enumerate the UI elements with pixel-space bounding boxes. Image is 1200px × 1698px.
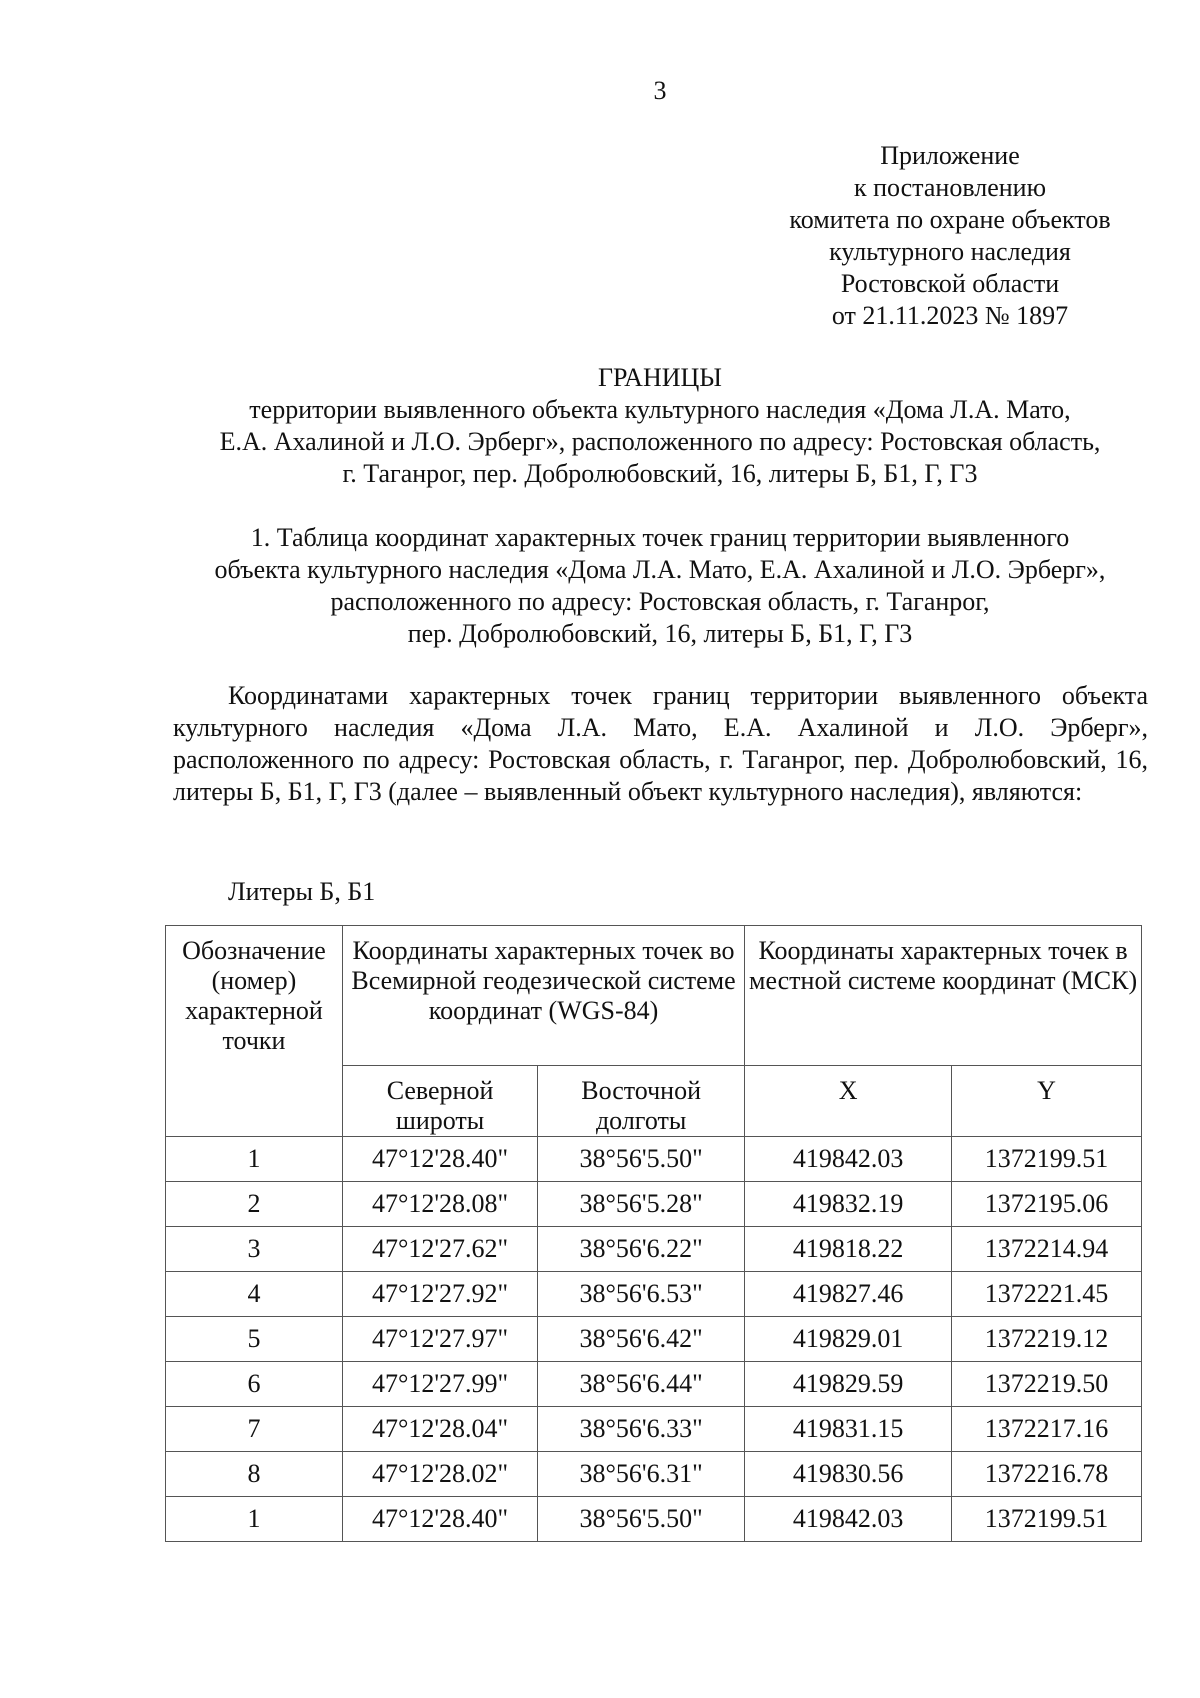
east-cell: 38°56'6.33" (538, 1407, 745, 1452)
table-row (166, 1272, 1142, 1317)
table-row (166, 1182, 1142, 1227)
point-cell: 7 (166, 1407, 343, 1452)
north-cell: 47°12'28.40" (342, 1137, 537, 1182)
y-cell: 1372219.12 (952, 1317, 1142, 1362)
point-cell: 5 (166, 1317, 343, 1362)
east-cell: 38°56'6.53" (538, 1272, 745, 1317)
x-cell: 419842.03 (745, 1497, 952, 1542)
point-cell: 1 (166, 1137, 343, 1182)
y-cell: 1372217.16 (952, 1407, 1142, 1452)
header-north: Северной широты (342, 1066, 537, 1137)
section-title (150, 522, 1170, 650)
north-cell: 47°12'27.97" (342, 1317, 537, 1362)
x-cell: 419827.46 (745, 1272, 952, 1317)
appendix-line: к постановлению (853, 173, 1047, 202)
coordinates-table (165, 925, 1142, 1542)
east-cell: 38°56'6.42" (538, 1317, 745, 1362)
east-cell: 38°56'6.44" (538, 1362, 745, 1407)
appendix-line: культурного наследия (829, 237, 1071, 266)
x-cell: 419818.22 (745, 1227, 952, 1272)
section-line: 1. Таблица координат характерных точек границ территории выявленного (250, 523, 1070, 552)
heading-line: территории выявленного объекта культурного наследия «Дома Л.А. Мато, (249, 395, 1071, 424)
x-cell: 419830.56 (745, 1452, 952, 1497)
document-title: ГРАНИЦЫ (598, 363, 722, 392)
y-cell: 1372199.51 (952, 1497, 1142, 1542)
point-cell: 2 (166, 1182, 343, 1227)
section-line: объекта культурного наследия «Дома Л.А. Мато, Е.А. Ахалиной и Л.О. Эрберг», (214, 555, 1106, 584)
header-wgs: Координаты характерных точек во Всемирной геодезической системе координат (WGS-84) (342, 926, 744, 1066)
north-cell: 47°12'28.02" (342, 1452, 537, 1497)
table-row (166, 1137, 1142, 1182)
section-line: расположенного по адресу: Ростовская область, г. Таганрог, (330, 587, 990, 616)
point-cell: 4 (166, 1272, 343, 1317)
appendix-line: комитета по охране объектов (789, 205, 1111, 234)
point-cell: 8 (166, 1452, 343, 1497)
y-cell: 1372214.94 (952, 1227, 1142, 1272)
y-cell: 1372216.78 (952, 1452, 1142, 1497)
body-paragraph: Координатами характерных точек границ территории выявленного объекта культурного наследия «Дома Л.А. Мато, Е.А. Ахалиной и Л.О. Эрберг», расположенного по адресу: Ростовская область, г. Таганрог, пер. Добролюбовский, 16, литеры Б, Б1, Г, Г3 (далее – выявленный объект культурного наследия), являются: (173, 681, 1148, 806)
north-cell: 47°12'27.92" (342, 1272, 537, 1317)
x-cell: 419842.03 (745, 1137, 952, 1182)
table-row (166, 1407, 1142, 1452)
header-y: Y (952, 1066, 1142, 1137)
x-cell: 419829.59 (745, 1362, 952, 1407)
appendix-line: Ростовской области (840, 269, 1060, 298)
y-cell: 1372221.45 (952, 1272, 1142, 1317)
x-cell: 419829.01 (745, 1317, 952, 1362)
page-number: 3 (653, 76, 667, 105)
x-cell: 419831.15 (745, 1407, 952, 1452)
heading-line: Е.А. Ахалиной и Л.О. Эрберг», расположенного по адресу: Ростовская область, (219, 427, 1101, 456)
y-cell: 1372195.06 (952, 1182, 1142, 1227)
table-row (166, 1317, 1142, 1362)
y-cell: 1372219.50 (952, 1362, 1142, 1407)
appendix-line: от 21.11.2023 № 1897 (831, 301, 1069, 330)
document-heading (150, 362, 1170, 490)
table-row (166, 1452, 1142, 1497)
east-cell: 38°56'5.28" (538, 1182, 745, 1227)
north-cell: 47°12'27.99" (342, 1362, 537, 1407)
heading-line: г. Таганрог, пер. Добролюбовский, 16, литеры Б, Б1, Г, Г3 (342, 459, 978, 488)
point-cell: 1 (166, 1497, 343, 1542)
y-cell: 1372199.51 (952, 1137, 1142, 1182)
north-cell: 47°12'28.04" (342, 1407, 537, 1452)
east-cell: 38°56'5.50" (538, 1137, 745, 1182)
table-row (166, 1227, 1142, 1272)
header-point: Обозначение (номер) характерной точки (166, 926, 343, 1137)
header-east: Восточной долготы (538, 1066, 745, 1137)
header-msk: Координаты характерных точек в местной системе координат (МСК) (745, 926, 1142, 1066)
table-row (166, 1362, 1142, 1407)
appendix-block (740, 140, 1160, 332)
north-cell: 47°12'27.62" (342, 1227, 537, 1272)
east-cell: 38°56'6.31" (538, 1452, 745, 1497)
table-row (166, 1497, 1142, 1542)
section-line: пер. Добролюбовский, 16, литеры Б, Б1, Г, Г3 (407, 619, 913, 648)
east-cell: 38°56'6.22" (538, 1227, 745, 1272)
liter-label: Литеры Б, Б1 (228, 877, 376, 906)
east-cell: 38°56'5.50" (538, 1497, 745, 1542)
point-cell: 3 (166, 1227, 343, 1272)
x-cell: 419832.19 (745, 1182, 952, 1227)
appendix-line: Приложение (880, 141, 1020, 170)
north-cell: 47°12'28.40" (342, 1497, 537, 1542)
north-cell: 47°12'28.08" (342, 1182, 537, 1227)
point-cell: 6 (166, 1362, 343, 1407)
header-x: X (745, 1066, 952, 1137)
